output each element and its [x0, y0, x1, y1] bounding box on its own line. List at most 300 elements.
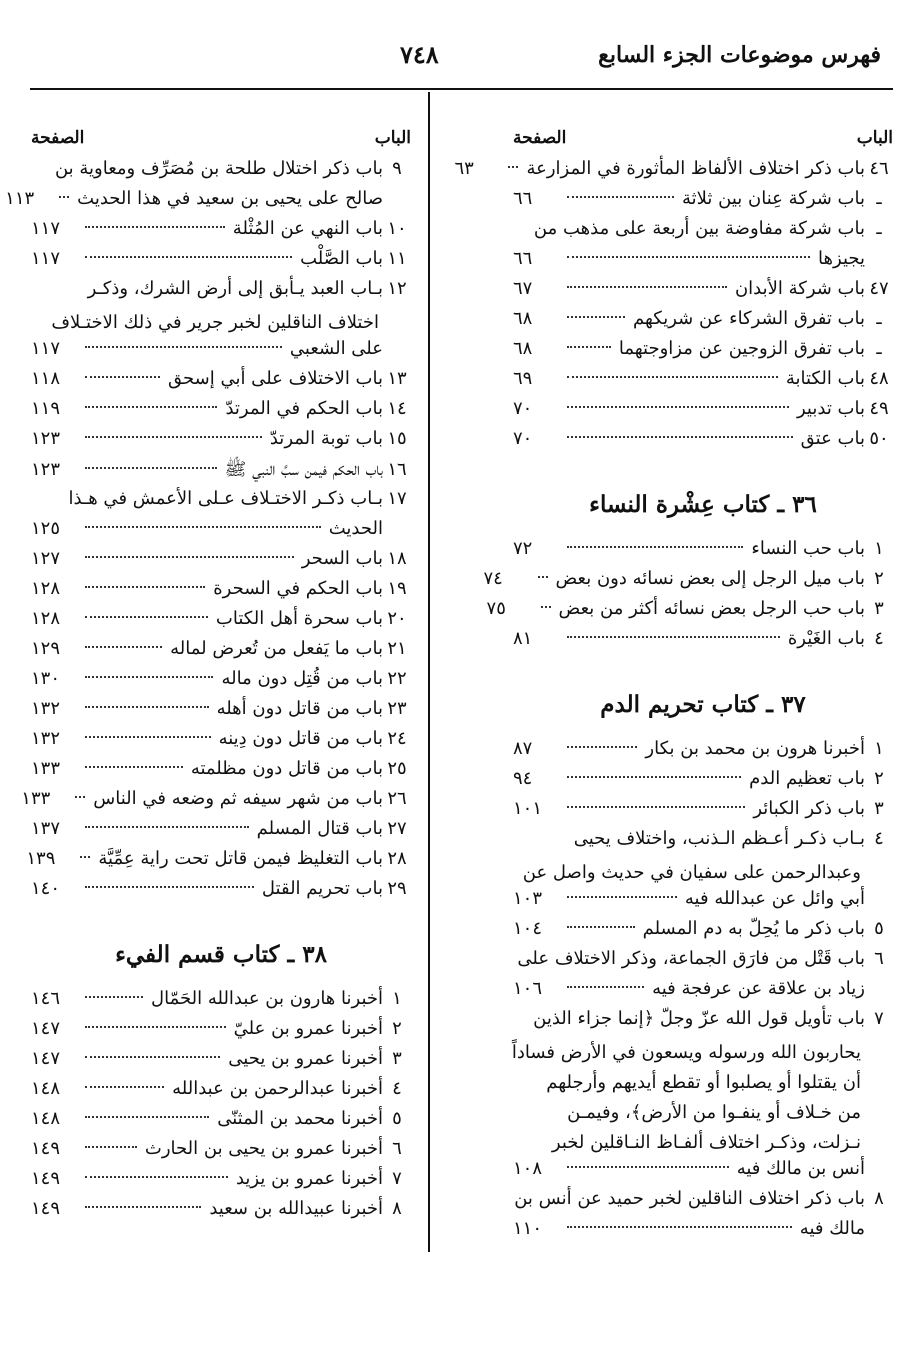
entry-page: ١٣٣ [31, 758, 61, 779]
entry-title: أبي وائل عن عبدالله فيه [684, 888, 865, 909]
entry-page: ٧٠ [513, 428, 533, 449]
entry-page: ٧٤ [483, 568, 503, 589]
entry-number: ٤ [874, 828, 884, 849]
index-entry [513, 768, 893, 798]
entry-line [31, 338, 411, 368]
entry-title: باب شركة عِنان بين ثلاثة [682, 188, 865, 209]
entry-line [513, 628, 893, 658]
entry-title: باب ذكر الكبائر [753, 798, 865, 819]
dot-leader [85, 706, 209, 708]
entry-list [31, 988, 411, 1228]
index-entry [513, 538, 893, 568]
dot-leader [567, 316, 625, 318]
dot-leader [567, 806, 745, 808]
dot-leader [85, 1056, 220, 1058]
entry-page: ١٣٩ [26, 848, 56, 869]
dot-leader [85, 1086, 164, 1088]
index-entry [31, 1168, 411, 1198]
entry-line [31, 398, 411, 428]
entry-title: أخبرنا محمد بن المثنّى [217, 1108, 383, 1129]
index-entry [31, 728, 411, 758]
index-entry [31, 818, 411, 848]
dot-leader [85, 467, 217, 469]
entry-line [31, 1078, 411, 1108]
entry-line [513, 828, 893, 858]
entry-title: باب الحكم فيمن سبَّ النبي ﷺ [224, 459, 383, 480]
dot-leader [85, 436, 262, 438]
entry-line [31, 1018, 411, 1048]
entry-line [31, 278, 411, 308]
entry-page: ٦٩ [513, 368, 533, 389]
entry-line [31, 988, 411, 1018]
entry-list [5, 158, 411, 908]
dot-leader [567, 256, 810, 258]
index-entry [31, 488, 411, 548]
column-header [31, 118, 411, 158]
entry-page: ١٠٣ [513, 888, 543, 909]
entry-number: ٥ [874, 918, 884, 939]
entry-title: باب من قُتِل دون ماله [221, 668, 383, 689]
entry-page: ٦٣ [454, 158, 474, 179]
entry-line [31, 1108, 411, 1138]
dot-leader [85, 616, 208, 618]
entry-number: ٢٥ [387, 758, 407, 779]
dot-leader [567, 436, 793, 438]
entry-number: ٢ [874, 568, 884, 589]
index-entry [31, 368, 411, 398]
entry-list [513, 738, 893, 1248]
entry-title: باب ما يَفعل من تُعرض لماله [170, 638, 383, 659]
dot-leader [85, 676, 213, 678]
dot-leader [85, 736, 211, 738]
entry-line [513, 948, 893, 978]
entry-title: باب شركة مفاوضة بين أربعة على مذهب من [533, 218, 865, 239]
entry-title: باب الحكم في السحرة [213, 578, 383, 599]
entry-page: ٨١ [513, 628, 533, 649]
entry-line [513, 368, 893, 398]
entry-line [31, 248, 411, 278]
entry-line [31, 458, 411, 488]
entry-number: ـ [876, 218, 882, 239]
entry-line [31, 1198, 411, 1228]
entry-title: باب حب النساء [751, 538, 865, 559]
entry-number: ٨ [874, 1188, 884, 1209]
index-entry [513, 798, 893, 828]
entry-line [513, 798, 893, 828]
entry-line [31, 818, 411, 848]
entry-line [31, 638, 411, 668]
entry-title: أخبرنا عمرو بن يحيى [228, 1048, 383, 1069]
entry-number: ٤٩ [869, 398, 889, 419]
index-entry [31, 1108, 411, 1138]
entry-line [513, 308, 893, 338]
entry-title: صالح على يحيى بن سعيد في هذا الحديث [77, 188, 383, 209]
index-entry [31, 428, 411, 458]
entry-title: باب تأويل قول الله عزّ وجلّ ﴿إنما جزاء الذين [533, 1008, 865, 1029]
entry-page: ١٤٧ [31, 1048, 61, 1069]
entry-line [31, 578, 411, 608]
index-entry [5, 158, 411, 218]
index-entry [513, 918, 893, 948]
index-entry [513, 278, 893, 308]
index-entry [513, 948, 893, 1008]
entry-title: أخبرنا عمرو بن عليّ [233, 1018, 383, 1039]
entry-title: باب تعظيم الدم [749, 768, 865, 789]
dot-leader [567, 636, 780, 638]
entry-title: باب التغليظ فيمن قاتل تحت راية عِمِّيَّة [98, 848, 383, 869]
entry-line [31, 728, 411, 758]
entry-number: ٤٧ [869, 278, 889, 299]
entry-page: ٦٦ [513, 248, 533, 269]
entry-page: ٦٧ [513, 278, 533, 299]
index-entry [31, 988, 411, 1018]
index-entry [486, 598, 893, 628]
entry-list [483, 538, 893, 658]
entry-page: ٦٦ [513, 188, 533, 209]
entry-number: ٢٠ [387, 608, 407, 629]
entry-page: ٩٤ [513, 768, 533, 789]
entry-number: ٥ [392, 1108, 402, 1129]
entry-title: بـاب العبد يـأبق إلى أرض الشرك، وذكـر [87, 278, 383, 299]
entry-page: ١٤٨ [31, 1108, 61, 1129]
entry-title: باب قتال المسلم [256, 818, 383, 839]
index-entry [31, 398, 411, 428]
entry-title: باب من قاتل دون أهله [216, 698, 383, 719]
entry-page: ١٤٧ [31, 1018, 61, 1039]
entry-title: أخبرنا هارون بن عبدالله الحَمّال [151, 988, 383, 1009]
entry-line [31, 608, 411, 638]
dot-leader [85, 586, 205, 588]
entry-line [513, 1158, 893, 1188]
entry-line [21, 788, 411, 818]
entry-number: ٢٤ [387, 728, 407, 749]
entry-title: باب عتق [800, 428, 865, 449]
entry-title: باب ذكر ما يُحِلّ به دم المسلم [642, 918, 865, 939]
dot-leader [508, 166, 518, 168]
index-entry [513, 368, 893, 398]
entry-page: ١١٨ [31, 368, 61, 389]
dot-leader [85, 406, 217, 408]
entry-line [483, 568, 893, 598]
dot-leader [567, 1226, 792, 1228]
dot-leader [85, 376, 160, 378]
entry-page: ١٢٨ [31, 608, 61, 629]
entry-line [513, 1188, 893, 1218]
entry-page: ١٠٤ [513, 918, 543, 939]
index-entry [31, 248, 411, 278]
entry-page: ١٤٩ [31, 1138, 61, 1159]
entry-number: ١٦ [387, 459, 407, 480]
entry-page: ١٢٣ [31, 428, 61, 449]
entry-line [31, 158, 411, 188]
entry-number: ١٨ [387, 548, 407, 569]
dot-leader [85, 526, 321, 528]
entry-title: باب تفرق الزوجين عن مزاوجتهما [618, 338, 865, 359]
entry-page: ١٤٩ [31, 1168, 61, 1189]
index-entry [513, 1008, 893, 1188]
entry-title: باب الصَّلْب [300, 248, 383, 269]
index-entry [31, 1048, 411, 1078]
entry-page: ١١٠ [513, 1218, 543, 1239]
entry-title: بـاب ذكـر أعـظم الـذنب، واختلاف يحيى [573, 828, 865, 849]
dot-leader [85, 346, 282, 348]
entry-line [31, 518, 411, 548]
page-title: فهرس موضوعات الجزء السابع [598, 42, 881, 68]
dot-leader [85, 1116, 209, 1118]
entry-page: ١٤٩ [31, 1198, 61, 1219]
dot-leader [567, 776, 741, 778]
dot-leader [567, 376, 778, 378]
entry-title: أخبرنا عبدالرحمن بن عبدالله [172, 1078, 383, 1099]
entry-line [513, 768, 893, 798]
right-column [454, 118, 893, 1248]
entry-title: باب الغَيْرة [787, 628, 865, 649]
dot-leader [75, 796, 85, 798]
entry-number: ١١ [387, 248, 407, 269]
index-entry [513, 398, 893, 428]
header-rule [30, 88, 893, 90]
index-entry [513, 188, 893, 218]
entry-line [31, 1138, 411, 1168]
dot-leader [567, 196, 674, 198]
entry-number: ٢ [392, 1018, 402, 1039]
entry-page: ١١٩ [31, 398, 61, 419]
index-entry [31, 758, 411, 788]
entry-title: باب ذكر اختلاف الناقلين لخبر حميد عن أنس بن [514, 1188, 865, 1209]
section-title-37: ٣٧ ـ كتاب تحريم الدم [600, 691, 806, 718]
index-entry [513, 218, 893, 278]
entry-title: باب الاختلاف على أبي إسحق [168, 368, 383, 389]
entry-title: باب السحر [301, 548, 383, 569]
dot-leader [85, 226, 225, 228]
entry-page: ١٣٠ [31, 668, 61, 689]
entry-page: ١٢٨ [31, 578, 61, 599]
entry-title: باب تفرق الشركاء عن شريكهم [632, 308, 865, 329]
entry-number: ٤ [392, 1078, 402, 1099]
entry-number: ٢١ [387, 638, 407, 659]
entry-line [31, 1168, 411, 1198]
left-column [5, 118, 411, 1228]
index-entry [31, 1138, 411, 1168]
entry-title: باب حب الرجل بعض نسائه أكثر من بعض [558, 598, 865, 619]
index-entry [31, 278, 411, 368]
entry-title: مالك فيه [799, 1218, 865, 1239]
dot-leader [567, 986, 644, 988]
entry-title: بـاب ذكـر الاختـلاف عـلى الأعمش في هـذا [68, 488, 383, 509]
entry-title-continued: اختلاف الناقلين لخبر جرير في ذلك الاختـلاف [51, 312, 379, 333]
entry-line [31, 488, 411, 518]
column-header [513, 118, 893, 158]
entry-number: ٦ [874, 948, 884, 969]
index-entry [31, 638, 411, 668]
entry-number: ١ [874, 538, 884, 559]
entry-number: ١ [392, 988, 402, 1009]
entry-number: ـ [876, 308, 882, 329]
entry-title: باب قَتْل من فارَق الجماعة، وذكر الاختلاف على [517, 948, 865, 969]
entry-number: ١٠ [387, 218, 407, 239]
entry-line [513, 1218, 893, 1248]
entry-line [513, 918, 893, 948]
dot-leader [85, 886, 254, 888]
entry-title: باب ذكر اختلال طلحة بن مُصَرِّف ومعاوية بن [54, 158, 383, 179]
entry-line [31, 368, 411, 398]
index-entry [31, 218, 411, 248]
entry-title: يجيزها [818, 248, 865, 269]
entry-line [513, 1008, 893, 1038]
entry-line [31, 1048, 411, 1078]
entry-line [31, 758, 411, 788]
entry-title: باب النهي عن المُثْلة [232, 218, 383, 239]
entry-page: ١٠١ [513, 798, 543, 819]
dot-leader [567, 406, 789, 408]
entry-page: ١٣٧ [31, 818, 61, 839]
entry-title: باب تحريم القتل [261, 878, 383, 899]
entry-line [26, 848, 411, 878]
dot-leader [85, 1176, 228, 1178]
entry-page: ١١٧ [31, 338, 61, 359]
dot-leader [567, 926, 635, 928]
dot-leader [85, 556, 294, 558]
index-entry [483, 568, 893, 598]
dot-leader [567, 546, 743, 548]
entry-title: باب من شهر سيفه ثم وضعه في الناس [93, 788, 383, 809]
entry-title: زياد بن علاقة عن عرفجة فيه [652, 978, 865, 999]
dot-leader [85, 646, 162, 648]
entry-line [513, 538, 893, 568]
entry-title: الحديث [328, 518, 383, 539]
entry-page: ٨٧ [513, 738, 533, 759]
entry-title: باب تدبير [797, 398, 865, 419]
entry-page: ١١٣ [5, 188, 35, 209]
dot-leader [567, 1166, 729, 1168]
entry-line [454, 158, 893, 188]
entry-number: ٣ [392, 1048, 402, 1069]
dot-leader [85, 1206, 201, 1208]
entry-title: باب سحرة أهل الكتاب [215, 608, 383, 629]
index-entry [31, 608, 411, 638]
entry-line [513, 428, 893, 458]
index-entry [513, 308, 893, 338]
index-entry [31, 698, 411, 728]
entry-line [513, 738, 893, 768]
entry-title-continued: من خـلاف أو ينفـوا من الأرض﴾، وفيمـن [567, 1102, 861, 1123]
entry-number: ١٥ [387, 428, 407, 449]
dot-leader [541, 606, 551, 608]
entry-line [31, 698, 411, 728]
entry-page: ٧٠ [513, 398, 533, 419]
index-entry [513, 828, 893, 918]
entry-number: ٨ [392, 1198, 402, 1219]
entry-number: ١٧ [387, 488, 407, 509]
index-entry [31, 1078, 411, 1108]
entry-number: ٢٢ [387, 668, 407, 689]
entry-number: ٢٣ [387, 698, 407, 719]
dot-leader [567, 746, 637, 748]
entry-title: أخبرنا عبيدالله بن سعيد [209, 1198, 383, 1219]
entry-number: ٥٠ [869, 428, 889, 449]
entry-line [513, 188, 893, 218]
index-entry [31, 1198, 411, 1228]
entry-title: باب شركة الأبدان [734, 278, 865, 299]
section-title-36: ٣٦ ـ كتاب عِشْرة النساء [589, 491, 817, 518]
index-entry [31, 578, 411, 608]
entry-page: ١٣٣ [21, 788, 51, 809]
entry-page: ٧٢ [513, 538, 533, 559]
entry-number: ٣ [874, 598, 884, 619]
dot-leader [567, 896, 677, 898]
entry-page: ١١٧ [31, 248, 61, 269]
index-entry [31, 1018, 411, 1048]
entry-line [31, 218, 411, 248]
entry-line [513, 278, 893, 308]
entry-number: ٧ [392, 1168, 402, 1189]
entry-line [486, 598, 893, 628]
entry-title-continued: نـزلت، وذكـر اختلاف ألفـاظ النـاقلين لخبر [551, 1132, 861, 1153]
index-entry [31, 668, 411, 698]
entry-title: على الشعبي [289, 338, 383, 359]
index-entry [31, 878, 411, 908]
index-entry [513, 738, 893, 768]
index-entry [513, 1188, 893, 1248]
entry-page: ١٣٢ [31, 698, 61, 719]
entry-number: ٢٦ [387, 788, 407, 809]
dot-leader [85, 1146, 137, 1148]
entry-number: ١ [874, 738, 884, 759]
dot-leader [85, 256, 292, 258]
entry-list [454, 158, 893, 458]
entry-page: ٦٨ [513, 338, 533, 359]
entry-line [513, 248, 893, 278]
entry-number: ٢٩ [387, 878, 407, 899]
entry-title: باب من قاتل دون دِينه [218, 728, 383, 749]
entry-page: ١٠٨ [513, 1158, 543, 1179]
entry-number: ١٤ [387, 398, 407, 419]
entry-title: باب الحكم في المرتدّ [225, 398, 383, 419]
entry-page: ١٤٨ [31, 1078, 61, 1099]
index-entry [454, 158, 893, 188]
dot-leader [85, 996, 143, 998]
dot-leader [538, 576, 548, 578]
entry-page: ١٢٥ [31, 518, 61, 539]
entry-page: ١٣٢ [31, 728, 61, 749]
entry-line [31, 878, 411, 908]
entry-line [31, 548, 411, 578]
entry-number: ـ [876, 188, 882, 209]
entry-page: ١٢٣ [31, 459, 61, 480]
page-header: الصفحة [31, 128, 85, 148]
entry-number: ٧ [874, 1008, 884, 1029]
entry-title: باب ميل الرجل إلى بعض نسائه دون بعض [555, 568, 865, 589]
entry-title-continued: أن يقتلوا أو يصلبوا أو تقطع أيديهم وأرجلهم [546, 1072, 861, 1093]
dot-leader [80, 856, 90, 858]
section-title-38: ٣٨ ـ كتاب قسم الفيء [115, 941, 327, 968]
entry-line [31, 668, 411, 698]
entry-number: ٤٦ [869, 158, 889, 179]
chapter-header: الباب [856, 128, 893, 148]
entry-number: ٢٨ [387, 848, 407, 869]
entry-title: باب توبة المرتدّ [269, 428, 383, 449]
entry-number: ٩ [392, 158, 402, 179]
index-entry [513, 428, 893, 458]
entry-number: ٦ [392, 1138, 402, 1159]
chapter-header: الباب [374, 128, 411, 148]
index-entry [26, 848, 411, 878]
page-header: الصفحة [513, 128, 567, 148]
entry-number: ١٢ [387, 278, 407, 299]
entry-number: ٢ [874, 768, 884, 789]
entry-number: ٤ [874, 628, 884, 649]
entry-page: ٧٥ [486, 598, 506, 619]
